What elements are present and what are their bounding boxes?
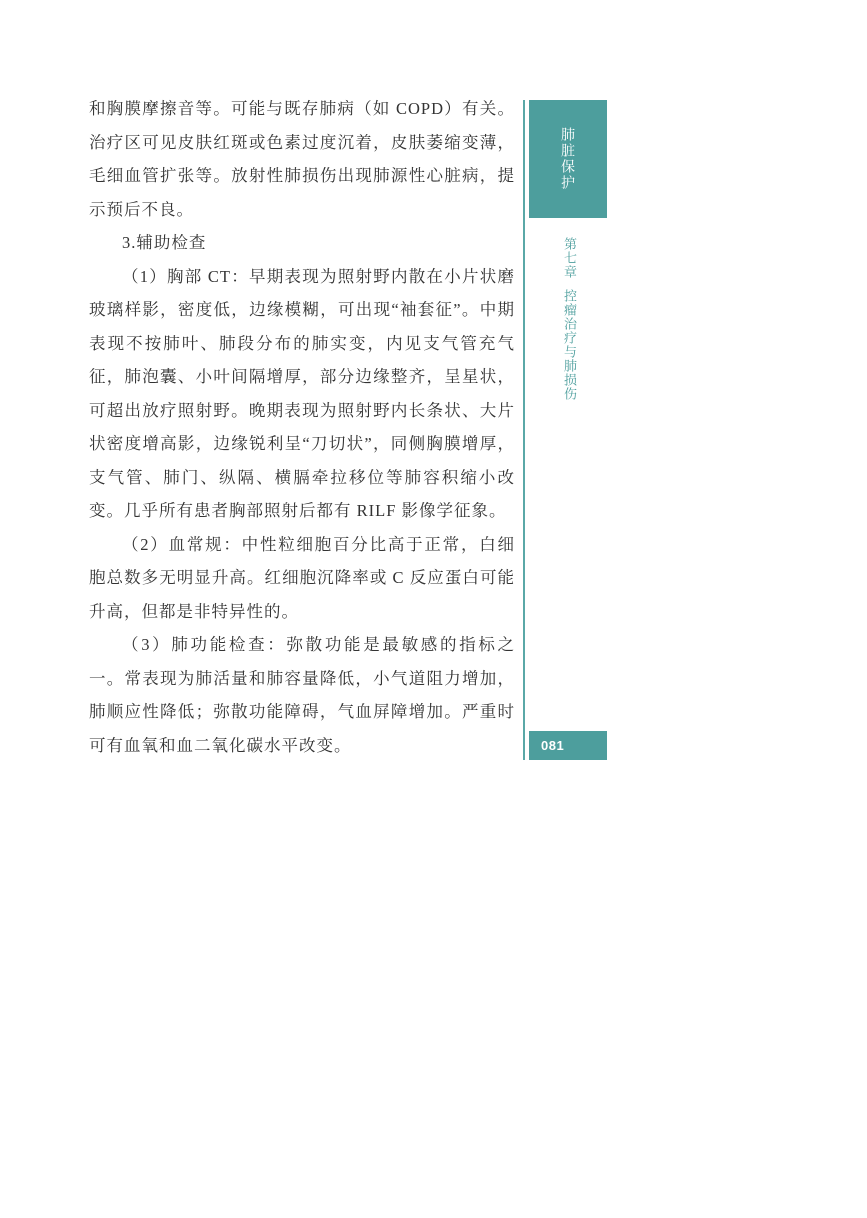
paragraph-chest-ct: （1）胸部 CT：早期表现为照射野内散在小片状磨玻璃样影，密度低，边缘模糊，可出现“袖套征”。中期表现不按肺叶、肺段分布的肺实变，内见支气管充气征，肺泡囊、小叶间隔增厚，部分边缘整齐，呈星状，可超出放疗照射野。晚期表现为照射野内长条状、大片状密度增高影，边缘锐利呈“刀切状”，同侧胸膜增厚，支气管、肺门、纵隔、横膈牵拉移位等肺容积缩小改变。几乎所有患者胸部照射后都有 RILF 影像学征象。 xyxy=(89,266,515,520)
chapter-number: 第七章 xyxy=(562,237,577,279)
main-text-column xyxy=(89,92,515,762)
section-tab xyxy=(529,100,607,218)
page-number: 081 xyxy=(541,738,565,753)
intro-paragraph: 和胸膜摩擦音等。可能与既存肺病（如 COPD）有关。治疗区可见皮肤红斑或色素过度沉着，皮肤萎缩变薄，毛细血管扩张等。放射性肺损伤出现肺源性心脏病，提示预后不良。 xyxy=(89,99,515,219)
paragraph-blood-test: （2）血常规：中性粒细胞百分比高于正常，白细胞总数多无明显升高。红细胞沉降率或 C 反应蛋白可能升高，但都是非特异性的。 xyxy=(89,534,515,621)
chapter-title: 控瘤治疗与肺损伤 xyxy=(562,289,577,401)
section-heading: 3.辅助检查 xyxy=(122,233,207,252)
paragraph-lung-function: （3）肺功能检查：弥散功能是最敏感的指标之一。常表现为肺活量和肺容量降低，小气道阻力增加，肺顺应性降低；弥散功能障碍，气血屏障增加。严重时可有血氧和血二氧化碳水平改变。 xyxy=(89,635,515,755)
sidebar-rule xyxy=(523,100,525,760)
page-number-badge xyxy=(529,731,607,760)
section-tab-label: 肺脏保护 xyxy=(560,127,576,191)
